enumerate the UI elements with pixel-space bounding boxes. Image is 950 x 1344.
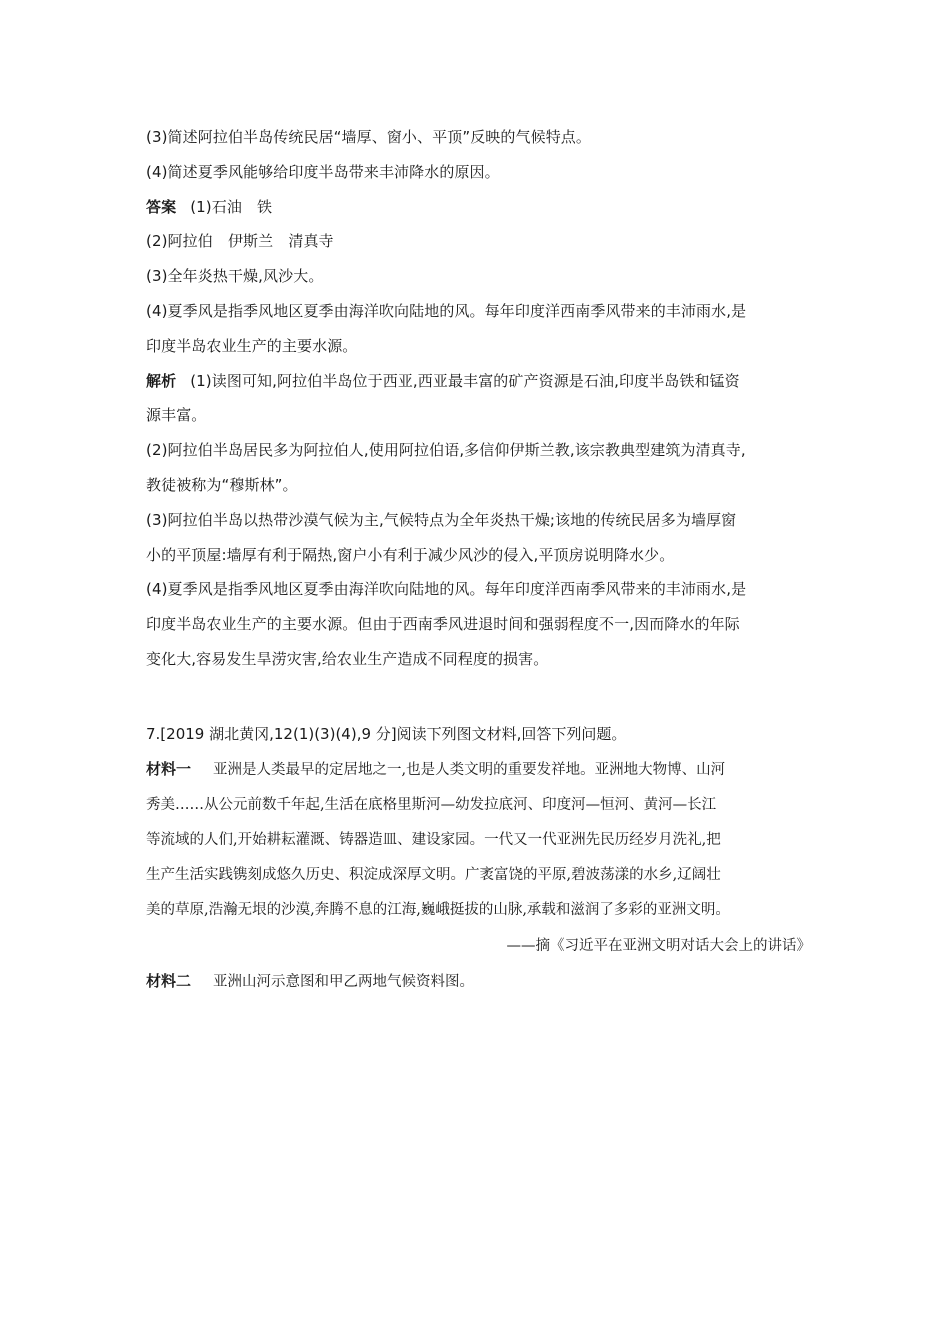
question-7-title: 7.[2019 湖北黄冈,12(1)(3)(4),9 分]阅读下列图文材料,回答下列问题。 [146,724,627,743]
material-1-text-1: 亚洲是人类最早的定居地之一,也是人类文明的重要发祥地。亚洲地大物博、山河 [213,761,726,778]
analysis-4-line-1: (4)夏季风是指季风地区夏季由海洋吹向陆地的风。每年印度洋西南季风带来的丰沛雨水,是 [146,580,747,599]
analysis-4-line-3: 变化大,容易发生旱涝灾害,给农业生产造成不同程度的损害。 [146,649,549,668]
answer-3: (3)全年炎热干燥,风沙大。 [146,267,324,286]
analysis-3-line-2: 小的平顶屋:墙厚有利于隔热,窗户小有利于减少风沙的侵入,平顶房说明降水少。 [146,545,675,564]
material-2-line [146,964,811,1000]
analysis-line-1 [146,364,811,399]
answer-label: 答案 [146,197,177,216]
material-2-text: 亚洲山河示意图和甲乙两地气候资料图。 [213,973,475,990]
answer-4-line-1: (4)夏季风是指季风地区夏季由海洋吹向陆地的风。每年印度洋西南季风带来的丰沛雨水,是 [146,301,747,320]
material-2-label: 材料二 [146,971,192,990]
question-3-text: (3)简述阿拉伯半岛传统民居“墙厚、窗小、平顶”反映的气候特点。 [146,128,591,146]
analysis-label: 解析 [146,371,177,390]
analysis-4-line-2: 印度半岛农业生产的主要水源。但由于西南季风进退时间和强弱程度不一,因而降水的年际 [146,615,740,634]
material-1-line-1 [146,752,811,788]
material-1-label: 材料一 [146,759,192,778]
material-1-source: ——摘《习近平在亚洲文明对话大会上的讲话》 [506,937,811,954]
document-page [146,120,811,1000]
question-4-text: (4)简述夏季风能够给印度半岛带来丰沛降水的原因。 [146,162,500,181]
analysis-2-line-1: (2)阿拉伯半岛居民多为阿拉伯人,使用阿拉伯语,多信仰伊斯兰教,该宗教典型建筑为清真寺, [146,441,746,460]
answer-line-1 [146,190,811,225]
analysis-2-line-2: 教徒被称为“穆斯林”。 [146,475,298,494]
analysis-3-line-1: (3)阿拉伯半岛以热带沙漠气候为主,气候特点为全年炎热干燥;该地的传统民居多为墙厚窗 [146,510,737,529]
material-1-line-2: 秀美……从公元前数千年起,生活在底格里斯河—幼发拉底河、印度河—恒河、黄河—长江 [146,796,717,813]
analysis-1-line-2: 源丰富。 [146,406,207,425]
analysis-1-line-1: (1)读图可知,阿拉伯半岛位于西亚,西亚最丰富的矿产资源是石油,印度半岛铁和锰资 [190,371,740,390]
material-1-line-4: 生产生活实践镌刻成悠久历史、积淀成深厚文明。广袤富饶的平原,碧波荡漾的水乡,辽阔壮 [146,867,721,884]
material-1-line-5: 美的草原,浩瀚无垠的沙漠,奔腾不息的江海,巍峨挺拔的山脉,承载和滋润了多彩的亚洲文明。 [146,902,730,919]
answer-1: (1)石油 铁 [190,197,273,216]
answer-4-line-2: 印度半岛农业生产的主要水源。 [146,336,358,355]
material-1-line-3: 等流域的人们,开始耕耘灌溉、铸器造皿、建设家园。一代又一代亚洲先民历经岁月洗礼,把 [146,831,721,848]
section-gap [146,677,811,717]
answer-2: (2)阿拉伯 伊斯兰 清真寺 [146,232,334,251]
